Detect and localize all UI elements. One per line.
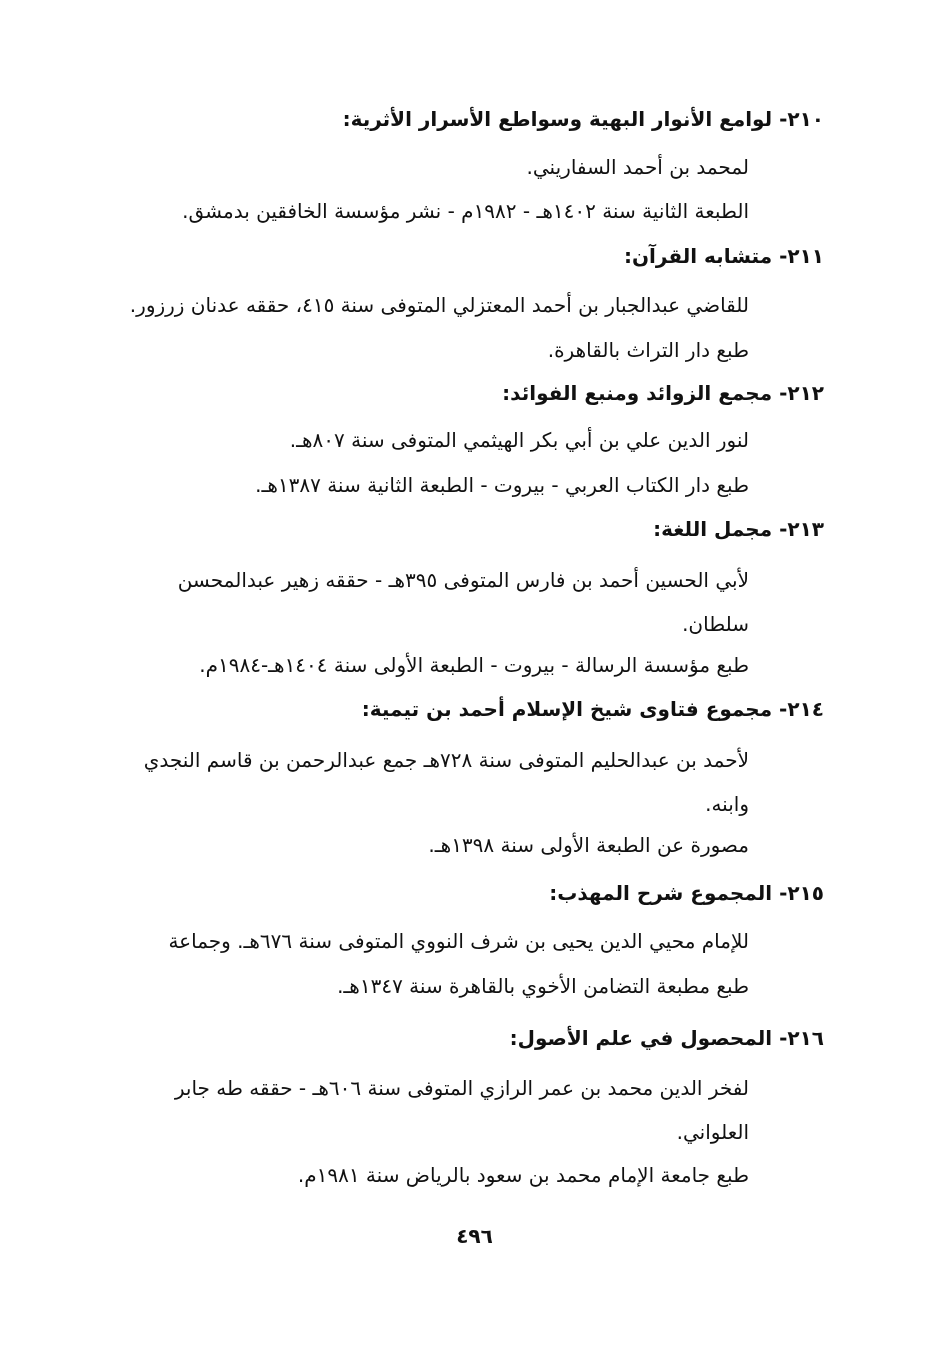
entry-edition-line: طبع مؤسسة الرسالة - بيروت - الطبعة الأولى سنة ١٤٠٤هـ-١٩٨٤م. [199, 653, 749, 677]
entry-author-line: للقاضي عبدالجبار بن أحمد المعتزلي المتوفى سنة ٤١٥، حققه عدنان زرزور. [129, 293, 749, 317]
page-number: ٤٩٦ [456, 1224, 493, 1248]
entry-heading: ٢١١- متشابه القرآن: [623, 244, 824, 268]
entry-heading: ٢١٣- مجمل اللغة: [653, 517, 824, 541]
entry-author-line: لفخر الدين محمد بن عمر الرازي المتوفى سنة ٦٠٦هـ - حققه طه جابر العلواني. [174, 1076, 749, 1144]
entry-heading: ٢١٠- لوامع الأنوار البهية وسواطع الأسرار الأثرية: [342, 107, 824, 131]
entry-author-line: للإمام محيي الدين يحيى بن شرف النووي المتوفى سنة ٦٧٦هـ. وجماعة [168, 929, 749, 953]
entry-heading: ٢١٤- مجموع فتاوى شيخ الإسلام أحمد بن تيمية: [361, 697, 824, 721]
entry-edition-line: طبع مطبعة التضامن الأخوي بالقاهرة سنة ١٣٤٧هـ. [337, 974, 749, 998]
entry-edition-line: مصورة عن الطبعة الأولى سنة ١٣٩٨هـ. [428, 833, 749, 857]
entry-author-line: لمحمد بن أحمد السفاريني. [526, 155, 749, 179]
entry-heading: ٢١٢- مجمع الزوائد ومنبع الفوائد: [502, 381, 824, 405]
entry-author-line: لأبي الحسين أحمد بن فارس المتوفى ٣٩٥هـ - حققه زهير عبدالمحسن سلطان. [177, 568, 749, 636]
entry-heading: ٢١٥- المجموع شرح المهذب: [549, 881, 824, 905]
entry-author-line: لنور الدين علي بن أبي بكر الهيثمي المتوفى سنة ٨٠٧هـ. [289, 428, 749, 452]
entry-edition-line: الطبعة الثانية سنة ١٤٠٢هـ - ١٩٨٢م - نشر مؤسسة الخافقين بدمشق. [182, 199, 749, 223]
entry-edition-line: طبع جامعة الإمام محمد بن سعود بالرياض سنة ١٩٨١م. [297, 1163, 749, 1187]
entry-heading: ٢١٦- المحصول في علم الأصول: [509, 1026, 824, 1050]
entry-edition-line: طبع دار التراث بالقاهرة. [547, 338, 749, 362]
entry-edition-line: طبع دار الكتاب العربي - بيروت - الطبعة الثانية سنة ١٣٨٧هـ. [255, 473, 749, 497]
entry-author-line: لأحمد بن عبدالحليم المتوفى سنة ٧٢٨هـ جمع عبدالرحمن بن قاسم النجدي وابنه. [143, 748, 749, 816]
